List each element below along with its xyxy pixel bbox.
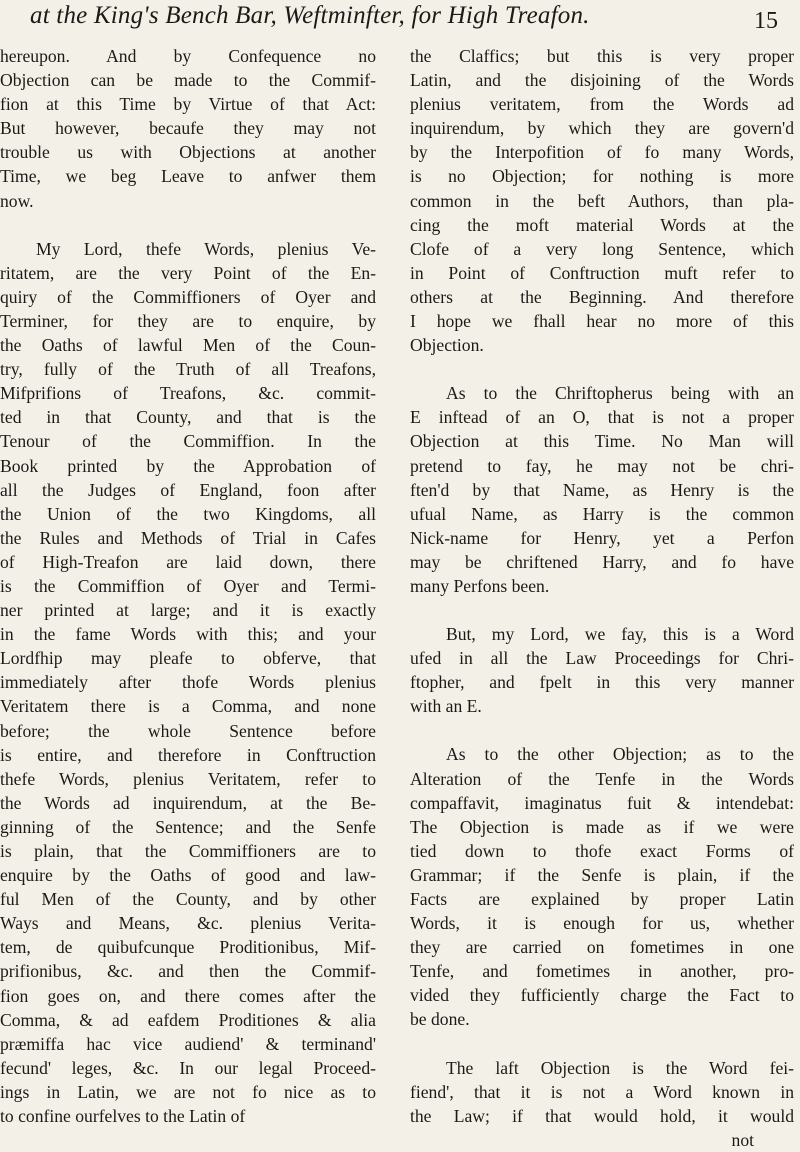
text-line: by the Interpofition of fo many Words, xyxy=(410,142,794,163)
text-line: My Lord, thefe Words, plenius Ve- xyxy=(36,238,376,259)
text-line: As to the other Objection; as to the xyxy=(446,744,794,765)
text-line: Veritatem there is a Comma, and none xyxy=(0,696,376,717)
text-line: fion goes on, and there comes after the xyxy=(0,985,376,1006)
paragraph-gap xyxy=(410,357,794,381)
text-line: fecund' leges, &c. In our legal Proceed- xyxy=(0,1057,376,1078)
text-line: inquirendum, by which they are govern'd xyxy=(410,118,794,139)
text-line: vided they fufficiently charge the Fact to xyxy=(410,985,794,1006)
right-column xyxy=(410,44,794,1152)
paragraph-gap xyxy=(410,718,794,742)
text-line: is plain, that the Commiffioners are to xyxy=(0,841,376,861)
text-line: with an E. xyxy=(410,696,482,717)
text-line: not xyxy=(731,1129,754,1150)
text-line: Grammar; if the Senfe is plain, if the xyxy=(410,864,794,885)
text-line: compaffavit, imaginatus fuit & intendebat: xyxy=(410,792,794,813)
text-line: Terminer, for they are to enquire, by xyxy=(0,310,376,331)
text-line: ner printed at large; and it is exactly xyxy=(0,600,376,621)
text-line: Alteration of the Tenfe in the Words xyxy=(410,768,794,789)
text-line: As to the Chriftopherus being with an xyxy=(446,383,794,404)
text-line: ufual Name, as Harry is the common xyxy=(410,503,794,524)
text-line: is no Objection; for nothing is more xyxy=(410,166,794,187)
text-line: many Perfons been. xyxy=(410,575,550,596)
text-line: E inftead of an O, that is not a proper xyxy=(410,407,794,428)
text-line: ften'd by that Name, as Henry is the xyxy=(410,479,794,500)
text-line: tied down to thofe exact Forms of xyxy=(410,840,794,861)
text-line: fiend', that it is not a Word known in xyxy=(410,1081,794,1102)
text-line: the Words ad inquirendum, at the Be- xyxy=(0,792,376,813)
text-line: common in the beft Authors, than pla- xyxy=(410,190,794,211)
paragraph-gap xyxy=(0,213,376,237)
text-line: Lordfhip may pleafe to obferve, that xyxy=(0,648,376,669)
text-line: Comma, & ad eafdem Proditiones & alia xyxy=(0,1009,376,1030)
text-line: pretend to fay, he may not be chri- xyxy=(410,455,794,476)
text-line: now. xyxy=(0,190,34,211)
text-line: Time, we beg Leave to anfwer them xyxy=(0,166,376,187)
text-line: is the Commiffion of Oyer and Termi- xyxy=(0,575,376,596)
text-line: præmiffa hac vice audiend' & terminand' xyxy=(0,1033,376,1054)
text-line: is entire, and therefore in Conftruction xyxy=(0,744,376,765)
text-line: of High-Treafon are laid down, there xyxy=(0,551,376,572)
text-line: ginning of the Sentence; and the Senfe xyxy=(0,816,376,837)
text-line: The Objection is made as if we were xyxy=(410,816,794,837)
text-line: the Claffics; but this is very proper xyxy=(410,46,794,66)
text-line: ted in that County, and that is the xyxy=(0,407,376,428)
text-line: the Rules and Methods of Trial in Cafes xyxy=(0,527,376,548)
text-line: Objection at this Time. No Man will xyxy=(410,431,794,452)
text-line: plenius veritatem, from the Words ad xyxy=(410,94,794,115)
text-line: may be chriftened Harry, and fo have xyxy=(410,551,794,572)
text-line: The laft Objection is the Word fei- xyxy=(446,1057,794,1078)
text-line: Mifprifions of Treafons, &c. commit- xyxy=(0,383,376,404)
text-line: in the fame Words with this; and your xyxy=(0,624,376,645)
text-line: try, fully of the Truth of all Treafons, xyxy=(0,359,376,380)
text-line: they are carried on fometimes in one xyxy=(410,937,794,958)
text-line: Clofe of a very long Sentence, which xyxy=(410,238,794,259)
text-line: before; the whole Sentence before xyxy=(0,720,376,741)
text-line: in Point of Conftruction muft refer to xyxy=(410,262,794,283)
text-line: to confine ourfelves to the Latin of xyxy=(0,1106,246,1127)
text-line: ings in Latin, we are not fo nice as to xyxy=(0,1081,376,1102)
text-line: Book printed by the Approbation of xyxy=(0,455,376,476)
text-line: Objection can be made to the Commif- xyxy=(0,70,376,91)
text-line: quiry of the Commiffioners of Oyer and xyxy=(0,286,376,307)
paragraph-gap xyxy=(410,598,794,622)
text-line: Latin, and the disjoining of the Words xyxy=(410,70,794,91)
text-line: others at the Beginning. And therefore xyxy=(410,286,794,307)
text-line: Nick-name for Henry, yet a Perfon xyxy=(410,527,794,548)
text-line: hereupon. And by Confequence no xyxy=(0,46,376,66)
text-line: Facts are explained by proper Latin xyxy=(410,889,794,909)
text-line: the Oaths of lawful Men of the Coun- xyxy=(0,335,376,356)
text-line: ful Men of the County, and by other xyxy=(0,889,376,910)
text-line: ftopher, and fpelt in this very manner xyxy=(410,672,794,693)
text-line: But, my Lord, we fay, this is a Word xyxy=(446,624,794,645)
running-head: at the King's Bench Bar, Weftminfter, for High Treafon. xyxy=(30,2,590,29)
text-line: Objection. xyxy=(410,335,484,356)
text-line: fion at this Time by Virtue of that Act: xyxy=(0,94,376,115)
text-line: Ways and Means, &c. plenius Verita- xyxy=(0,913,376,934)
text-line: ritatem, are the very Point of the En- xyxy=(0,262,376,283)
text-line: immediately after thofe Words plenius xyxy=(0,672,376,693)
text-line: thefe Words, plenius Veritatem, refer to xyxy=(0,768,376,789)
text-line: the Union of the two Kingdoms, all xyxy=(0,503,376,524)
running-header xyxy=(0,2,800,36)
text-line: all the Judges of England, foon after xyxy=(0,479,376,500)
text-line: tem, de quibufcunque Proditionibus, Mif- xyxy=(0,937,376,958)
text-line: prifionibus, &c. and then the Commif- xyxy=(0,961,376,982)
text-line: Words, it is enough for us, whether xyxy=(410,913,794,934)
text-line: Tenfe, and fometimes in another, pro- xyxy=(410,961,794,982)
page-number: 15 xyxy=(754,8,778,34)
text-line: cing the moft material Words at the xyxy=(410,214,794,235)
text-line: enquire by the Oaths of good and law- xyxy=(0,865,376,886)
left-column xyxy=(0,44,376,1128)
text-line: I hope we fhall hear no more of this xyxy=(410,311,794,332)
text-line: be done. xyxy=(410,1009,470,1030)
paragraph-gap xyxy=(410,1032,794,1056)
text-line: Tenour of the Commiffion. In the xyxy=(0,431,376,452)
text-line: trouble us with Objections at another xyxy=(0,142,376,163)
text-line: the Law; if that would hold, it would xyxy=(410,1105,794,1126)
text-line: But however, becaufe they may not xyxy=(0,118,376,139)
text-line: ufed in all the Law Proceedings for Chri- xyxy=(410,648,794,669)
